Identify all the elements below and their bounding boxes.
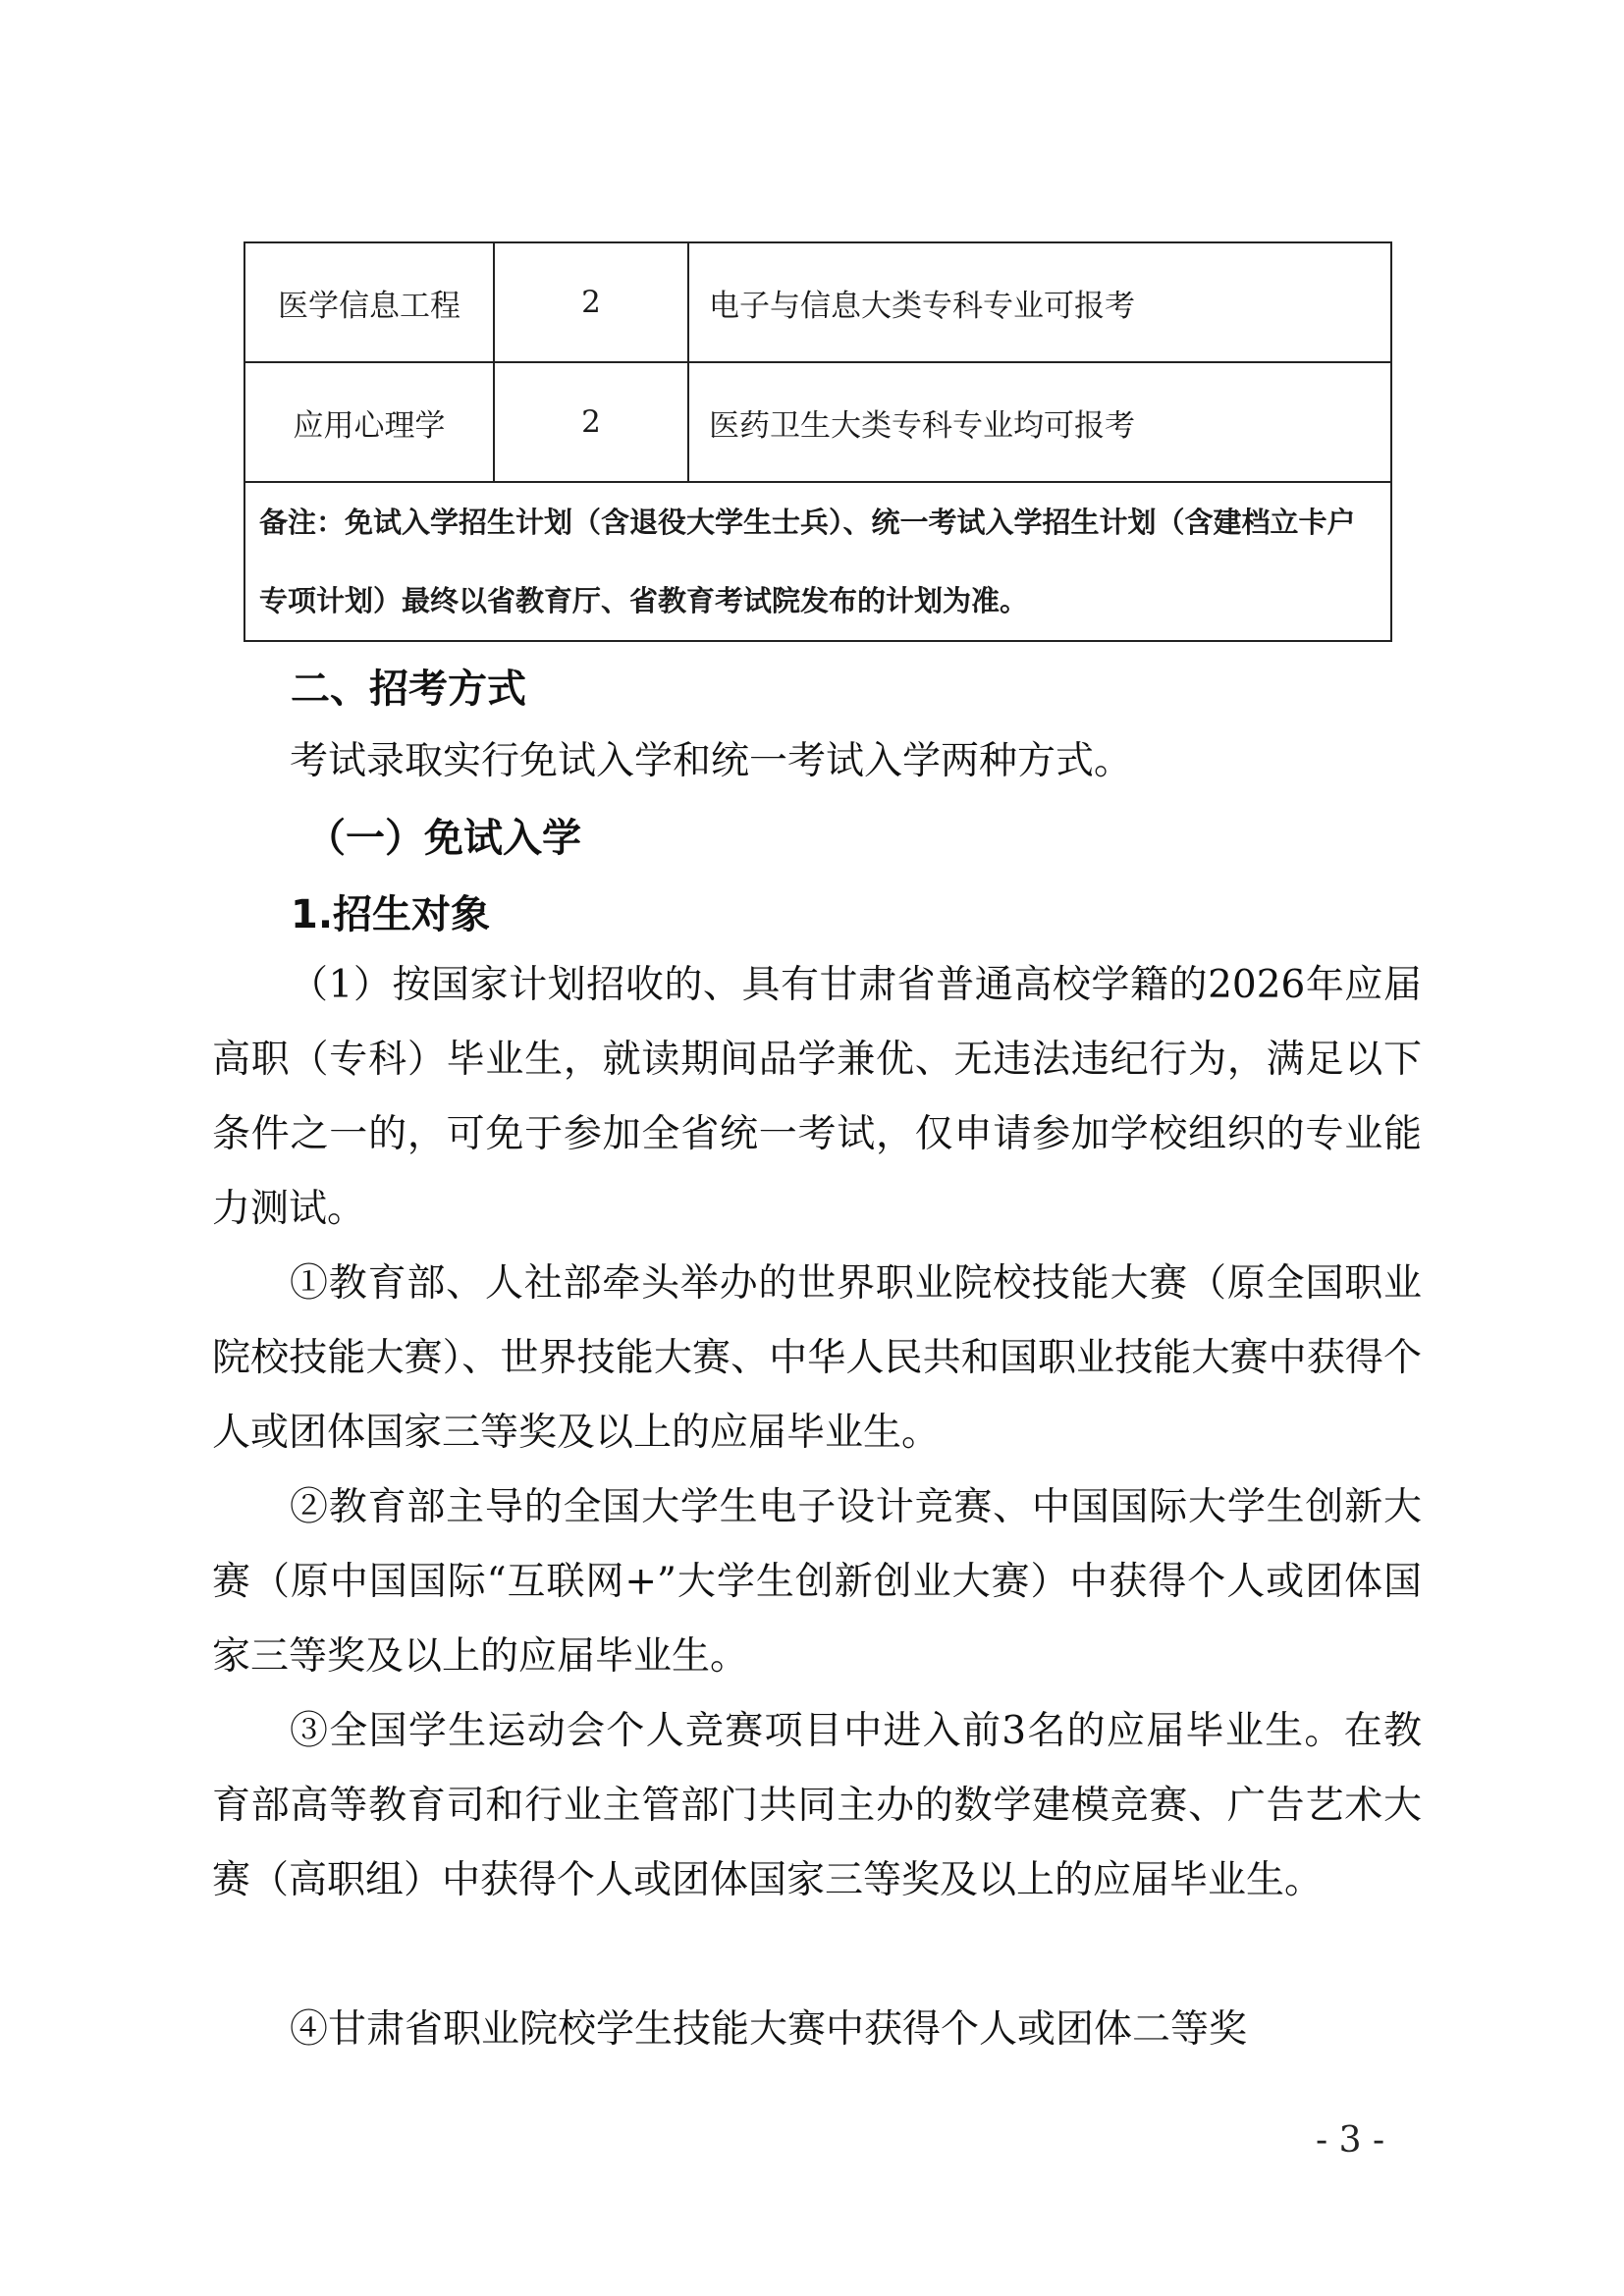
count-cell: 2 — [494, 242, 688, 362]
major-cell: 应用心理学 — [244, 362, 494, 482]
body-paragraph: （1）按国家计划招收的、具有甘肃省普通高校学籍的2026年应届高职（专科）毕业生，就读期间品学兼优、无违法违纪行为，满足以下条件之一的，可免于参加全省统一考试，仅申请参加学校组织的专业能力测试。 — [212, 963, 1422, 1231]
major-cell: 医学信息工程 — [244, 242, 494, 362]
section-heading: 二、招考方式 — [291, 667, 526, 712]
table-row — [244, 242, 1391, 362]
table-note: 备注：免试入学招生计划（含退役大学生士兵）、统一考试入学招生计划（含建档立卡户专项计划）最终以省教育厅、省教育考试院发布的计划为准。 — [244, 482, 1391, 641]
table-row — [244, 362, 1391, 482]
page-number: - 3 - — [1316, 2120, 1385, 2161]
requirement-cell: 电子与信息大类专科专业可报考 — [688, 242, 1391, 362]
requirement-cell: 医药卫生大类专科专业均可报考 — [688, 362, 1391, 482]
body-paragraph: ①教育部、人社部牵头举办的世界职业院校技能大赛（原全国职业院校技能大赛）、世界技能大赛、中华人民共和国职业技能大赛中获得个人或团体国家三等奖及以上的应届毕业生。 — [212, 1261, 1422, 1455]
enrollment-plan-table — [244, 241, 1392, 642]
item-heading: 1.招生对象 — [291, 892, 491, 937]
body-paragraph: ④甘肃省职业院校学生技能大赛中获得个人或团体二等奖 — [290, 2007, 1248, 2052]
intro-paragraph: 考试录取实行免试入学和统一考试入学两种方式。 — [290, 739, 1133, 783]
subsection-heading: （一）免试入学 — [306, 816, 581, 861]
body-paragraph: ②教育部主导的全国大学生电子设计竞赛、中国国际大学生创新大赛（原中国国际“互联网+”大学生创新创业大赛）中获得个人或团体国家三等奖及以上的应届毕业生。 — [212, 1485, 1422, 1679]
count-cell: 2 — [494, 362, 688, 482]
table-note-row — [244, 482, 1391, 641]
body-paragraph: ③全国学生运动会个人竞赛项目中进入前3名的应届毕业生。在教育部高等教育司和行业主管部门共同主办的数学建模竞赛、广告艺术大赛（高职组）中获得个人或团体国家三等奖及以上的应届毕业生。 — [212, 1709, 1422, 1902]
